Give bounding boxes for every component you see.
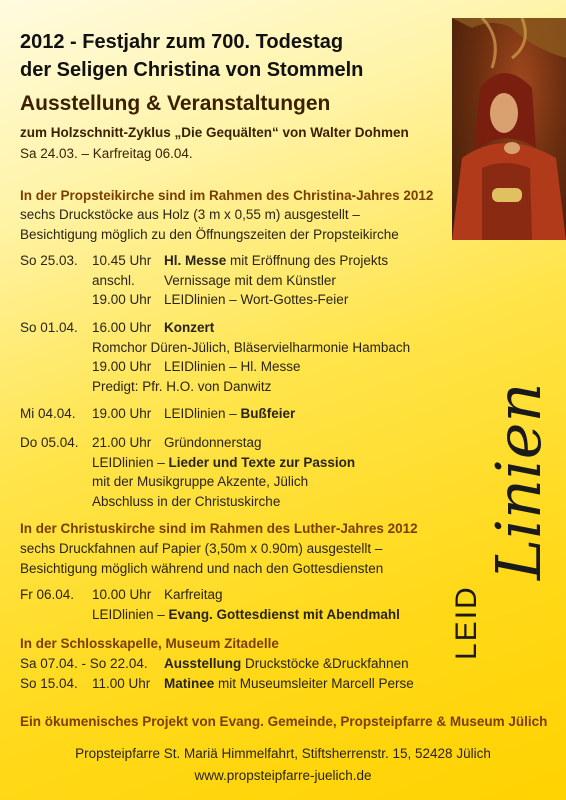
- event-time: 19.00 Uhr: [92, 359, 152, 374]
- event-detail: Vernissage mit dem Künstler: [164, 272, 336, 288]
- event-detail: LEIDlinien – Wort-Gottes-Feier: [164, 292, 349, 307]
- event-detail: mit Eröffnung des Projekts: [226, 253, 389, 268]
- christus-heading: In der Christuskirche sind im Rahmen des Luther-Jahres 2012: [20, 521, 418, 536]
- event-day: Fr 06.04.: [20, 587, 75, 602]
- propstei-line-2: Besichtigung möglich zu den Öffnungszeiten der Propsteikirche: [20, 227, 399, 242]
- event-detail: Romchor Düren-Jülich, Bläservielharmonie Hambach: [92, 339, 411, 355]
- event-label: anschl.: [92, 272, 135, 288]
- subtitle: Ausstellung & Veranstaltungen: [20, 92, 331, 115]
- event-time: 21.00 Uhr: [92, 435, 152, 450]
- event-detail: Gründonnerstag: [164, 435, 262, 450]
- event-group-2: [20, 318, 440, 396]
- event-group-5: [20, 585, 440, 624]
- event-row: [20, 404, 440, 424]
- event-time: 19.00 Uhr: [92, 406, 152, 421]
- event-title: Bußfeier: [240, 406, 296, 421]
- event-time: 16.00 Uhr: [92, 320, 152, 335]
- event-row: [20, 453, 440, 473]
- event-title: Matinee: [164, 675, 215, 691]
- address: Propsteipfarre St. Mariä Himmelfahrt, Stiftsherrenstr. 15, 52428 Jülich: [75, 746, 491, 761]
- event-row: [20, 674, 450, 694]
- event-day: So 01.04.: [20, 320, 78, 335]
- event-time: 19.00 Uhr: [92, 292, 152, 307]
- event-group-4: [20, 433, 440, 511]
- project-credit: Ein ökumenisches Projekt von Evang. Gemeinde, Propsteipfarre & Museum Jülich: [20, 714, 548, 729]
- logo-linien: Linien: [482, 382, 555, 580]
- leidlinien-logo: [440, 340, 560, 670]
- statue-photo: [452, 18, 566, 240]
- propstei-line-1: sechs Druckstöcke aus Holz (3 m x 0,55 m) ausgestellt –: [20, 207, 360, 222]
- event-detail: LEIDlinien –: [92, 454, 169, 470]
- propstei-description: [20, 205, 399, 245]
- event-title: Hl. Messe: [164, 253, 227, 268]
- event-detail: LEIDlinien –: [164, 406, 241, 421]
- statue-illustration: [452, 18, 566, 240]
- page-title: [20, 28, 363, 84]
- event-day: So 15.04.: [20, 675, 78, 691]
- event-title: Ausstellung: [164, 656, 242, 671]
- event-time: 10.45 Uhr: [92, 253, 152, 268]
- exhibition-description: zum Holzschnitt-Zyklus „Die Gequälten“ von Walter Dohmen: [20, 125, 409, 140]
- event-row: [20, 251, 440, 271]
- event-row: [20, 290, 440, 310]
- event-time: 11.00 Uhr: [92, 675, 151, 691]
- event-day: So 25.03.: [20, 253, 78, 268]
- event-detail: mit der Musikgruppe Akzente, Jülich: [92, 474, 309, 489]
- event-row: [20, 605, 440, 625]
- event-row: [20, 433, 440, 453]
- event-day: Mi 04.04.: [20, 406, 76, 421]
- event-row: [20, 271, 440, 291]
- event-detail: Druckstöcke &Druckfahnen: [241, 656, 409, 671]
- event-row: [20, 318, 440, 338]
- event-detail: Abschluss in der Christuskirche: [92, 493, 281, 509]
- propstei-heading: In der Propsteikirche sind im Rahmen des Christina-Jahres 2012: [20, 188, 434, 203]
- event-detail: Karfreitag: [164, 587, 223, 602]
- schloss-heading: In der Schlosskapelle, Museum Zitadelle: [20, 636, 279, 651]
- event-detail: LEIDlinien –: [92, 606, 169, 622]
- event-group-6: [20, 654, 450, 693]
- title-line-1: 2012 - Festjahr zum 700. Todestag: [20, 31, 344, 53]
- event-time: 10.00 Uhr: [92, 587, 152, 602]
- event-title: Lieder und Texte zur Passion: [168, 454, 356, 470]
- event-row: [20, 585, 440, 605]
- event-row: [20, 338, 440, 358]
- christus-line-2: Besichtigung möglich während und nach den Gottesdiensten: [20, 561, 384, 576]
- event-row: [20, 472, 440, 492]
- event-group-1: [20, 251, 440, 310]
- event-detail: LEIDlinien – Hl. Messe: [164, 359, 301, 374]
- event-detail: Predigt: Pfr. H.O. von Danwitz: [92, 378, 272, 394]
- event-row: [20, 654, 450, 674]
- event-group-3: [20, 404, 440, 424]
- title-line-2: der Seligen Christina von Stommeln: [20, 59, 364, 81]
- christus-description: [20, 539, 383, 579]
- event-detail: mit Museumsleiter Marcell Perse: [214, 675, 414, 691]
- event-row: [20, 357, 440, 377]
- christus-line-1: sechs Druckfahnen auf Papier (3,50m x 0.90m) ausgestellt –: [20, 541, 383, 556]
- event-day: Do 05.04.: [20, 435, 79, 450]
- logo-leid: LEID: [450, 585, 483, 660]
- event-title: Evang. Gottesdienst mit Abendmahl: [168, 606, 400, 622]
- event-day: Sa 07.04. - So 22.04.: [20, 656, 148, 671]
- date-range: Sa 24.03. – Karfreitag 06.04.: [20, 146, 193, 161]
- event-title: Konzert: [164, 320, 215, 335]
- website-link[interactable]: www.propsteipfarre-juelich.de: [194, 768, 372, 783]
- event-row: [20, 492, 440, 512]
- event-row: [20, 377, 440, 397]
